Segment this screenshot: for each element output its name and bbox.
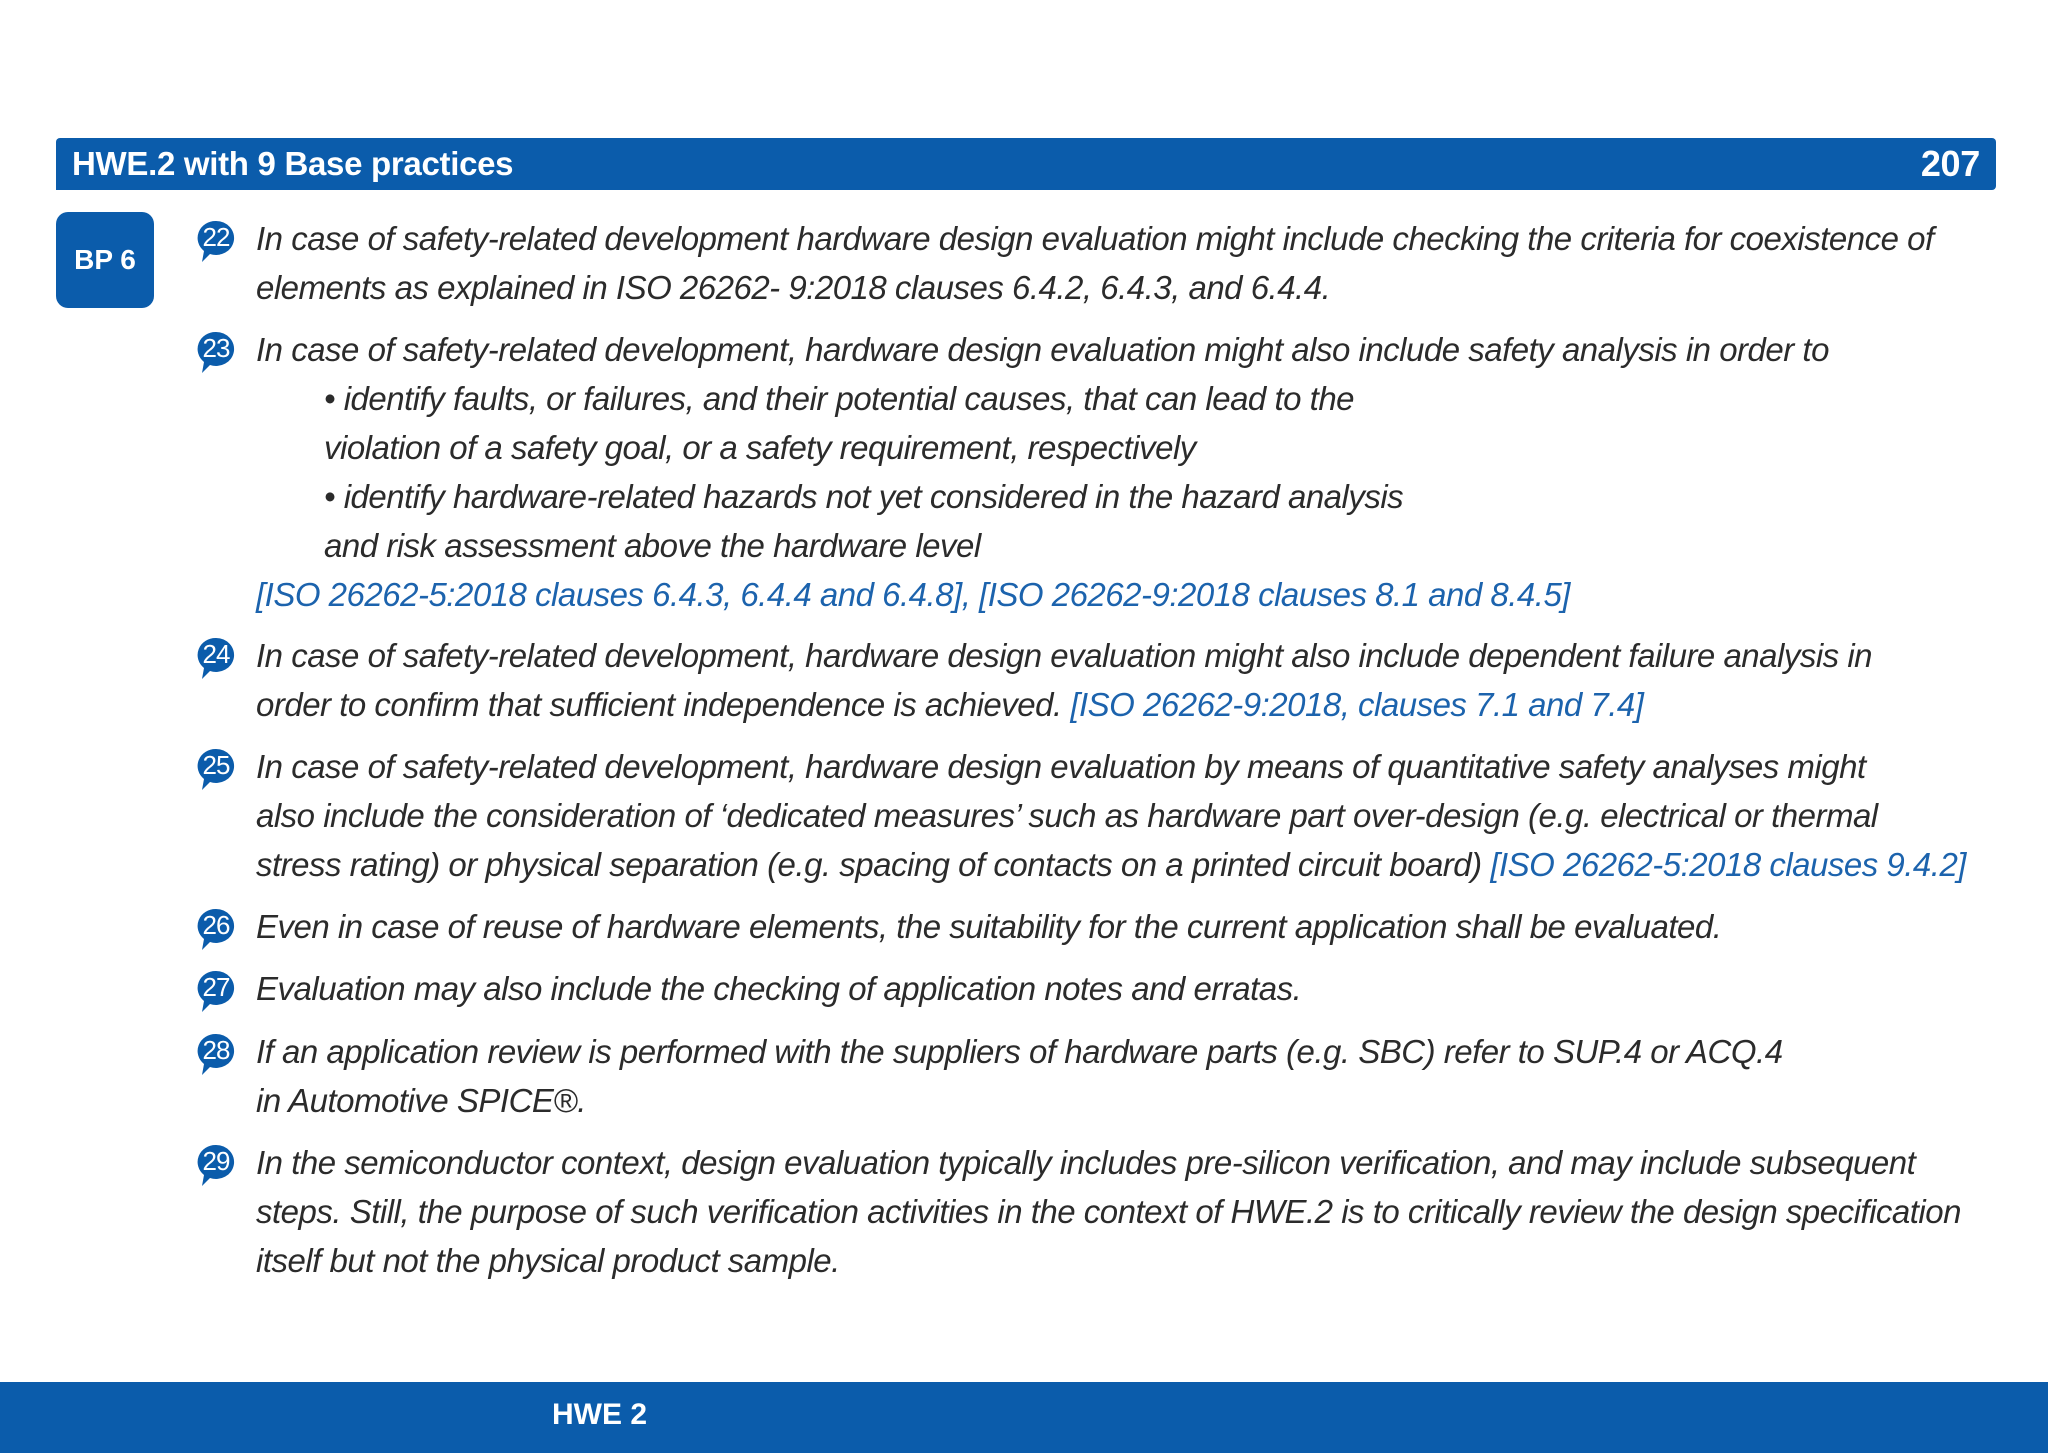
- bullet-line: and risk assessment above the hardware level: [324, 527, 981, 564]
- speech-bubble-icon: [196, 1033, 236, 1073]
- note-line: In case of safety-related development, hardware design evaluation might also include dependent failure analysis in: [256, 637, 1873, 674]
- note-number: 24: [202, 638, 230, 669]
- note-item: [196, 1138, 1996, 1285]
- speech-bubble-icon: [196, 220, 236, 260]
- note-item: [196, 631, 1996, 729]
- note-number: 26: [202, 909, 230, 940]
- note-line: steps. Still, the purpose of such verification activities in the context of HWE.2 is to critically review the design specification: [256, 1193, 1961, 1230]
- page-number: 207: [1920, 143, 1980, 184]
- note-text: [256, 902, 1721, 951]
- note-text: [256, 964, 1301, 1013]
- iso-reference: [ISO 26262-9:2018, clauses 7.1 and 7.4]: [1070, 686, 1644, 723]
- note-number: 28: [202, 1034, 230, 1065]
- iso-reference: [ISO 26262-5:2018 clauses 9.4.2]: [1490, 846, 1966, 883]
- note-line: [256, 840, 1966, 889]
- note-item: [196, 1027, 1996, 1125]
- note-number: 27: [202, 971, 230, 1002]
- note-line: In the semiconductor context, design evaluation typically includes pre-silicon verification, and may include subsequent: [256, 1144, 1916, 1181]
- note-text: [256, 742, 1966, 889]
- note-line: If an application review is performed with the suppliers of hardware parts (e.g. SBC) refer to SUP.4 or ACQ.4: [256, 1033, 1783, 1070]
- note-text: [256, 1138, 1961, 1285]
- note-line: Evaluation may also include the checking of application notes and erratas.: [256, 970, 1302, 1007]
- bullet-line: • identify faults, or failures, and their potential causes, that can lead to the: [324, 380, 1355, 417]
- bullet-line: violation of a safety goal, or a safety requirement, respectively: [324, 429, 1196, 466]
- page-title: HWE.2 with 9 Base practices: [72, 145, 514, 182]
- note-item: [196, 214, 1996, 312]
- bullet-line: • identify hardware-related hazards not yet considered in the hazard analysis: [324, 478, 1404, 515]
- note-number: 29: [202, 1145, 230, 1176]
- note-number: 22: [202, 221, 230, 252]
- speech-bubble-icon: [196, 908, 236, 948]
- header-bar: [56, 138, 1996, 190]
- speech-bubble-icon: [196, 637, 236, 677]
- note-line: also include the consideration of ‘dedicated measures’ such as hardware part over-design (e.g. electrical or thermal: [256, 797, 1878, 834]
- note-item: [196, 964, 1996, 1013]
- note-text: [256, 631, 1872, 729]
- note-line-text: order to confirm that sufficient independence is achieved.: [256, 686, 1062, 723]
- footer-label: HWE 2: [552, 1398, 648, 1431]
- speech-bubble-icon: [196, 1144, 236, 1184]
- note-line: [256, 680, 1872, 729]
- note-item: [196, 325, 1996, 619]
- note-text: [256, 214, 1934, 312]
- note-line: In case of safety-related development, hardware design evaluation by means of quantitative safety analyses might: [256, 748, 1866, 785]
- speech-bubble-icon: [196, 748, 236, 788]
- note-number: 23: [202, 332, 230, 363]
- note-line-text: stress rating) or physical separation (e.g. spacing of contacts on a printed circuit board): [256, 846, 1482, 883]
- note-line: elements as explained in ISO 26262- 9:2018 clauses 6.4.2, 6.4.3, and 6.4.4.: [256, 269, 1331, 306]
- footer-bar: [0, 1382, 2048, 1453]
- note-item: [196, 742, 1996, 889]
- speech-bubble-icon: [196, 970, 236, 1010]
- speech-bubble-icon: [196, 331, 236, 371]
- base-practice-badge: BP 6: [56, 212, 154, 308]
- note-text: [256, 1027, 1783, 1125]
- note-line: In case of safety-related development, hardware design evaluation might also include safety analysis in order to: [256, 331, 1829, 368]
- iso-reference: [ISO 26262-5:2018 clauses 6.4.3, 6.4.4 and 6.4.8], [ISO 26262-9:2018 clauses 8.1 and 8.4.5]: [256, 576, 1570, 613]
- note-line: In case of safety-related development hardware design evaluation might include checking the criteria for coexistence of: [256, 220, 1934, 257]
- note-line: in Automotive SPICE®.: [256, 1082, 586, 1119]
- note-line: Even in case of reuse of hardware elements, the suitability for the current application shall be evaluated.: [256, 908, 1722, 945]
- note-number: 25: [202, 749, 230, 780]
- note-item: [196, 902, 1996, 951]
- note-text: [256, 325, 1829, 619]
- note-line: itself but not the physical product sample.: [256, 1242, 840, 1279]
